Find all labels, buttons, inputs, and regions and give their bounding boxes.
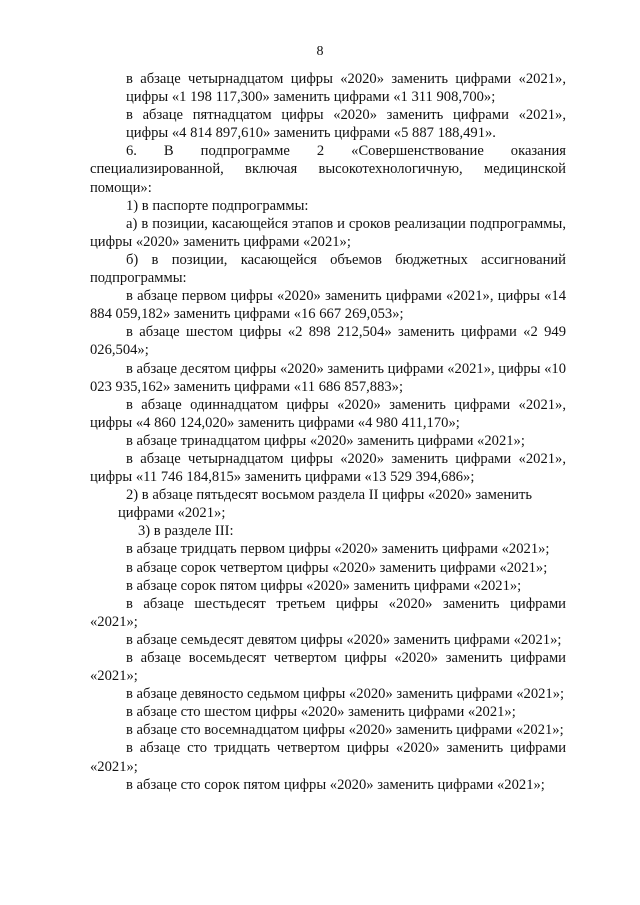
paragraph: в абзаце шестом цифры «2 898 212,504» заменить цифрами «2 949 026,504»; (90, 324, 566, 359)
document-body (90, 70, 566, 794)
paragraph: в абзаце сорок четвертом цифры «2020» заменить цифрами «2021»; (126, 559, 548, 576)
paragraph: 3) в разделе III: (138, 523, 234, 540)
paragraph: 6. В подпрограмме 2 «Совершенствование оказания специализированной, включая высокотехнологичную, медицинской помощи»: (90, 143, 566, 196)
paragraph: б) в позиции, касающейся объемов бюджетных ассигнований подпрограммы: (90, 251, 566, 287)
paragraph: а) в позиции, касающейся этапов и сроков реализации подпрограммы, цифры «2020» заменить цифрами «2021»; (90, 215, 566, 250)
paragraph: в абзаце девяносто седьмом цифры «2020» заменить цифрами «2021»; (126, 686, 565, 703)
paragraph: 1) в паспорте подпрограммы: (126, 197, 309, 214)
paragraph: в абзаце шестьдесят третьем цифры «2020» заменить цифрами «2021»; (90, 595, 566, 630)
paragraph: в абзаце одиннадцатом цифры «2020» заменить цифрами «2021», цифры «4 860 124,020» заменить цифрами «4 980 411,170»; (90, 396, 566, 431)
paragraph: в абзаце сто восемнадцатом цифры «2020» заменить цифрами «2021»; (126, 722, 564, 739)
paragraph: в абзаце сорок пятом цифры «2020» заменить цифрами «2021»; (126, 577, 522, 594)
page-number: 8 (316, 44, 324, 59)
paragraph: цифрами «2021»; (118, 505, 226, 522)
paragraph: в абзаце сто шестом цифры «2020» заменить цифрами «2021»; (126, 704, 516, 721)
paragraph: в абзаце четырнадцатом цифры «2020» заменить цифрами «2021», цифры «11 746 184,815» заменить цифрами «13 529 394,686»; (90, 450, 566, 486)
paragraph: цифры «4 814 897,610» заменить цифрами «5 887 188,491». (126, 125, 496, 142)
paragraph: в абзаце десятом цифры «2020» заменить цифрами «2021», цифры «10 023 935,162» заменить цифрами «11 686 857,883»; (90, 360, 567, 395)
paragraph: в абзаце сто сорок пятом цифры «2020» заменить цифрами «2021»; (126, 776, 545, 793)
paragraph: в абзаце восемьдесят четвертом цифры «2020» заменить цифрами «2021»; (90, 650, 566, 685)
paragraph: в абзаце четырнадцатом цифры «2020» заменить цифрами «2021», (126, 71, 566, 87)
paragraph: цифры «1 198 117,300» заменить цифрами «1 311 908,700»; (126, 89, 496, 106)
paragraph: в абзаце тридцать первом цифры «2020» заменить цифрами «2021»; (126, 541, 550, 558)
paragraph: в абзаце сто тридцать четвертом цифры «2020» заменить цифрами «2021»; (90, 740, 566, 775)
paragraph: в абзаце тринадцатом цифры «2020» заменить цифрами «2021»; (126, 432, 525, 449)
paragraph: в абзаце пятнадцатом цифры «2020» заменить цифрами «2021», (126, 107, 566, 124)
paragraph: в абзаце первом цифры «2020» заменить цифрами «2021», цифры «14 884 059,182» заменить цифрами «16 667 269,053»; (90, 288, 566, 323)
paragraph: 2) в абзаце пятьдесят восьмом раздела II цифры «2020» заменить (126, 487, 533, 504)
paragraph: в абзаце семьдесят девятом цифры «2020» заменить цифрами «2021»; (126, 631, 562, 648)
